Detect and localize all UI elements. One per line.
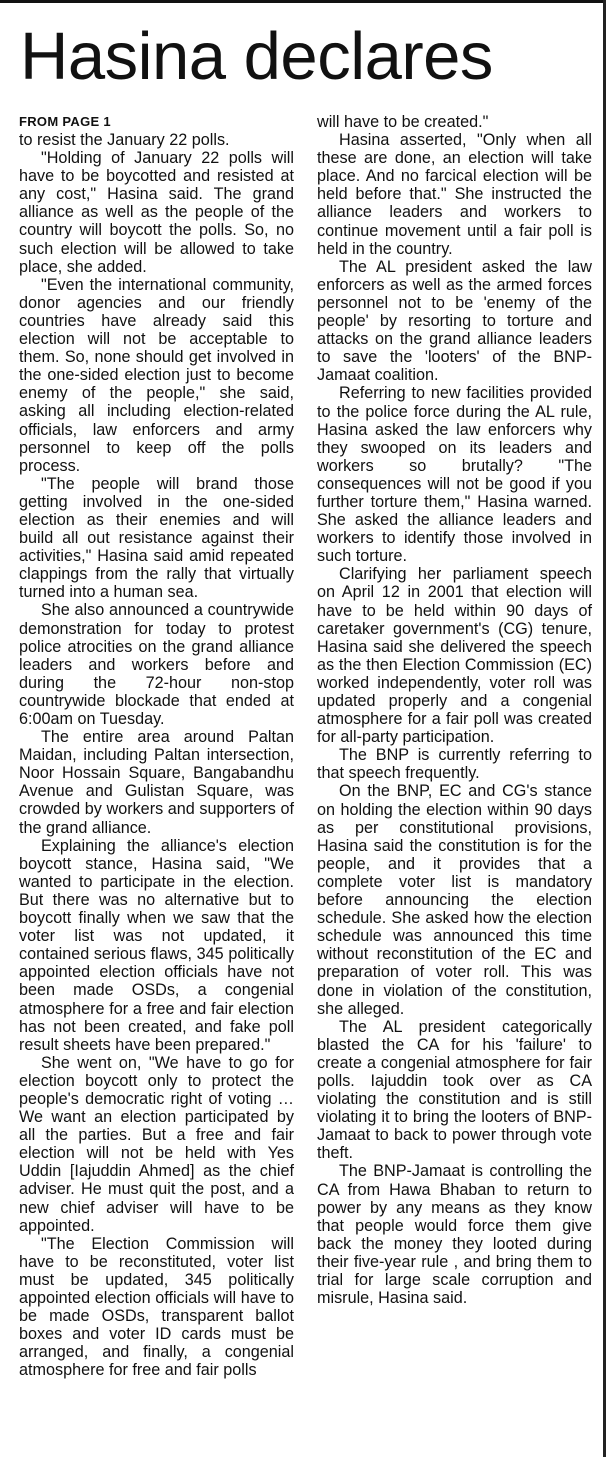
paragraph: On the BNP, EC and CG's stance on holding the election within 90 days as per constitutional provisions, Hasina said the constitution is for the people, and it provides that a complete voter list is mandatory before announcing the election schedule. She asked how the election schedule was announced this time without reconstitution of the EC and preparation of voter roll. This was done in violation of the constitution, she alleged. (317, 782, 592, 1018)
headline: Hasina declares (20, 19, 493, 94)
paragraph: Referring to new facilities provided to the police force during the AL rule, Hasina asked the law enforcers why they swooped on its leaders and workers so brutally? "The consequences will not be good if you further torture them," Hasina warned. She asked the alliance leaders and workers to identify those involved in such torture. (317, 384, 592, 566)
paragraph: Hasina asserted, "Only when all these are done, an election will take place. And no farcical election will be held before that." She instructed the alliance leaders and workers to continue movement until a fair poll is held in the country. (317, 131, 592, 258)
paragraph: "Holding of January 22 polls will have to be boycotted and resisted at any cost," Hasina said. The grand alliance as well as the people of the country will boycott the polls. So, no such election will be allowed to take place, she added. (19, 149, 294, 276)
paragraph: The AL president asked the law enforcers as well as the armed forces personnel not to be 'enemy of the people' by resorting to torture and attacks on the grand alliance leaders to save the 'looters' of the BNP-Jamaat coalition. (317, 257, 592, 385)
paragraph: "The Election Commission will have to be reconstituted, voter list must be updated, 345 politically appointed election officials will have to be made OSDs, transparent ballot boxes and voter ID cards must be arranged, and finally, a congenial atmosphere for free and fair polls (19, 1234, 294, 1380)
paragraph: The AL president categorically blasted the CA for his 'failure' to create a congenial atmosphere for fair polls. Iajuddin took over as CA violating the constitution and is still violating it to bring the looters of BNP-Jamaat to back to power through vote theft. (317, 1017, 592, 1163)
paragraph: to resist the January 22 polls. (19, 131, 230, 149)
paragraph: The BNP-Jamaat is controlling the CA from Hawa Bhaban to return to power by any means as they know that people would force them give back the money they looted during their five-year rule , and bring them to trial for large scale corruption and misrule, Hasina said. (317, 1162, 592, 1308)
paragraph: will have to be created." (317, 113, 489, 131)
continuation-kicker: FROM PAGE 1 (19, 114, 111, 129)
paragraph: The BNP is currently referring to that speech frequently. (317, 746, 592, 783)
paragraph: The entire area around Paltan Maidan, including Paltan intersection, Noor Hossain Square, Bangabandhu Avenue and Gulistan Square, was crowded by workers and supporters of the grand alliance. (19, 728, 294, 837)
paragraph: She went on, "We have to go for election boycott only to protect the people's democratic right of voting …We want an election participated by all the parties. But a free and fair election will not be held with Yes Uddin [Iajuddin Ahmed] as the chief adviser. He must quit the post, and a new chief adviser will have to be appointed. (19, 1053, 294, 1235)
paragraph: Explaining the alliance's election boycott stance, Hasina said, "We wanted to participate in the election. But there was no alternative but to boycott finally when we saw that the voter list was not updated, it contained serious flaws, 345 politically appointed election officials have not been made OSDs, a congenial atmosphere for a free and fair election has not been created, and fake poll result sheets have been prepared." (19, 836, 294, 1054)
paragraph: She also announced a countrywide demonstration for today to protest police atrocities on the grand alliance leaders and workers before and during the 72-hour non-stop countrywide blockade that ended at 6:00am on Tuesday. (19, 601, 294, 728)
paragraph: Clarifying her parliament speech on April 12 in 2001 that election will have to be held within 90 days of caretaker government's (CG) tenure, Hasina said she delivered the speech as the then Election Commission (EC) worked independently, voter roll was updated properly and a congenial atmosphere for a fair poll was created for all-party participation. (317, 565, 592, 747)
paragraph: "Even the international community, donor agencies and our friendly countries have already said this election will not be acceptable to them. So, none should get involved in the one-sided election just to become enemy of the people," she said, asking all including election-related officials, law enforcers and army personnel to keep off the polls process. (19, 275, 294, 475)
article-column-left (19, 113, 294, 1379)
top-rule (0, 0, 606, 3)
paragraph: "The people will brand those getting involved in the one-sided election as their enemies and will build all out resistance against their activities," Hasina said amid repeated clappings from the rally that virtually turned into a human sea. (19, 474, 294, 602)
article-column-right (317, 113, 592, 1307)
